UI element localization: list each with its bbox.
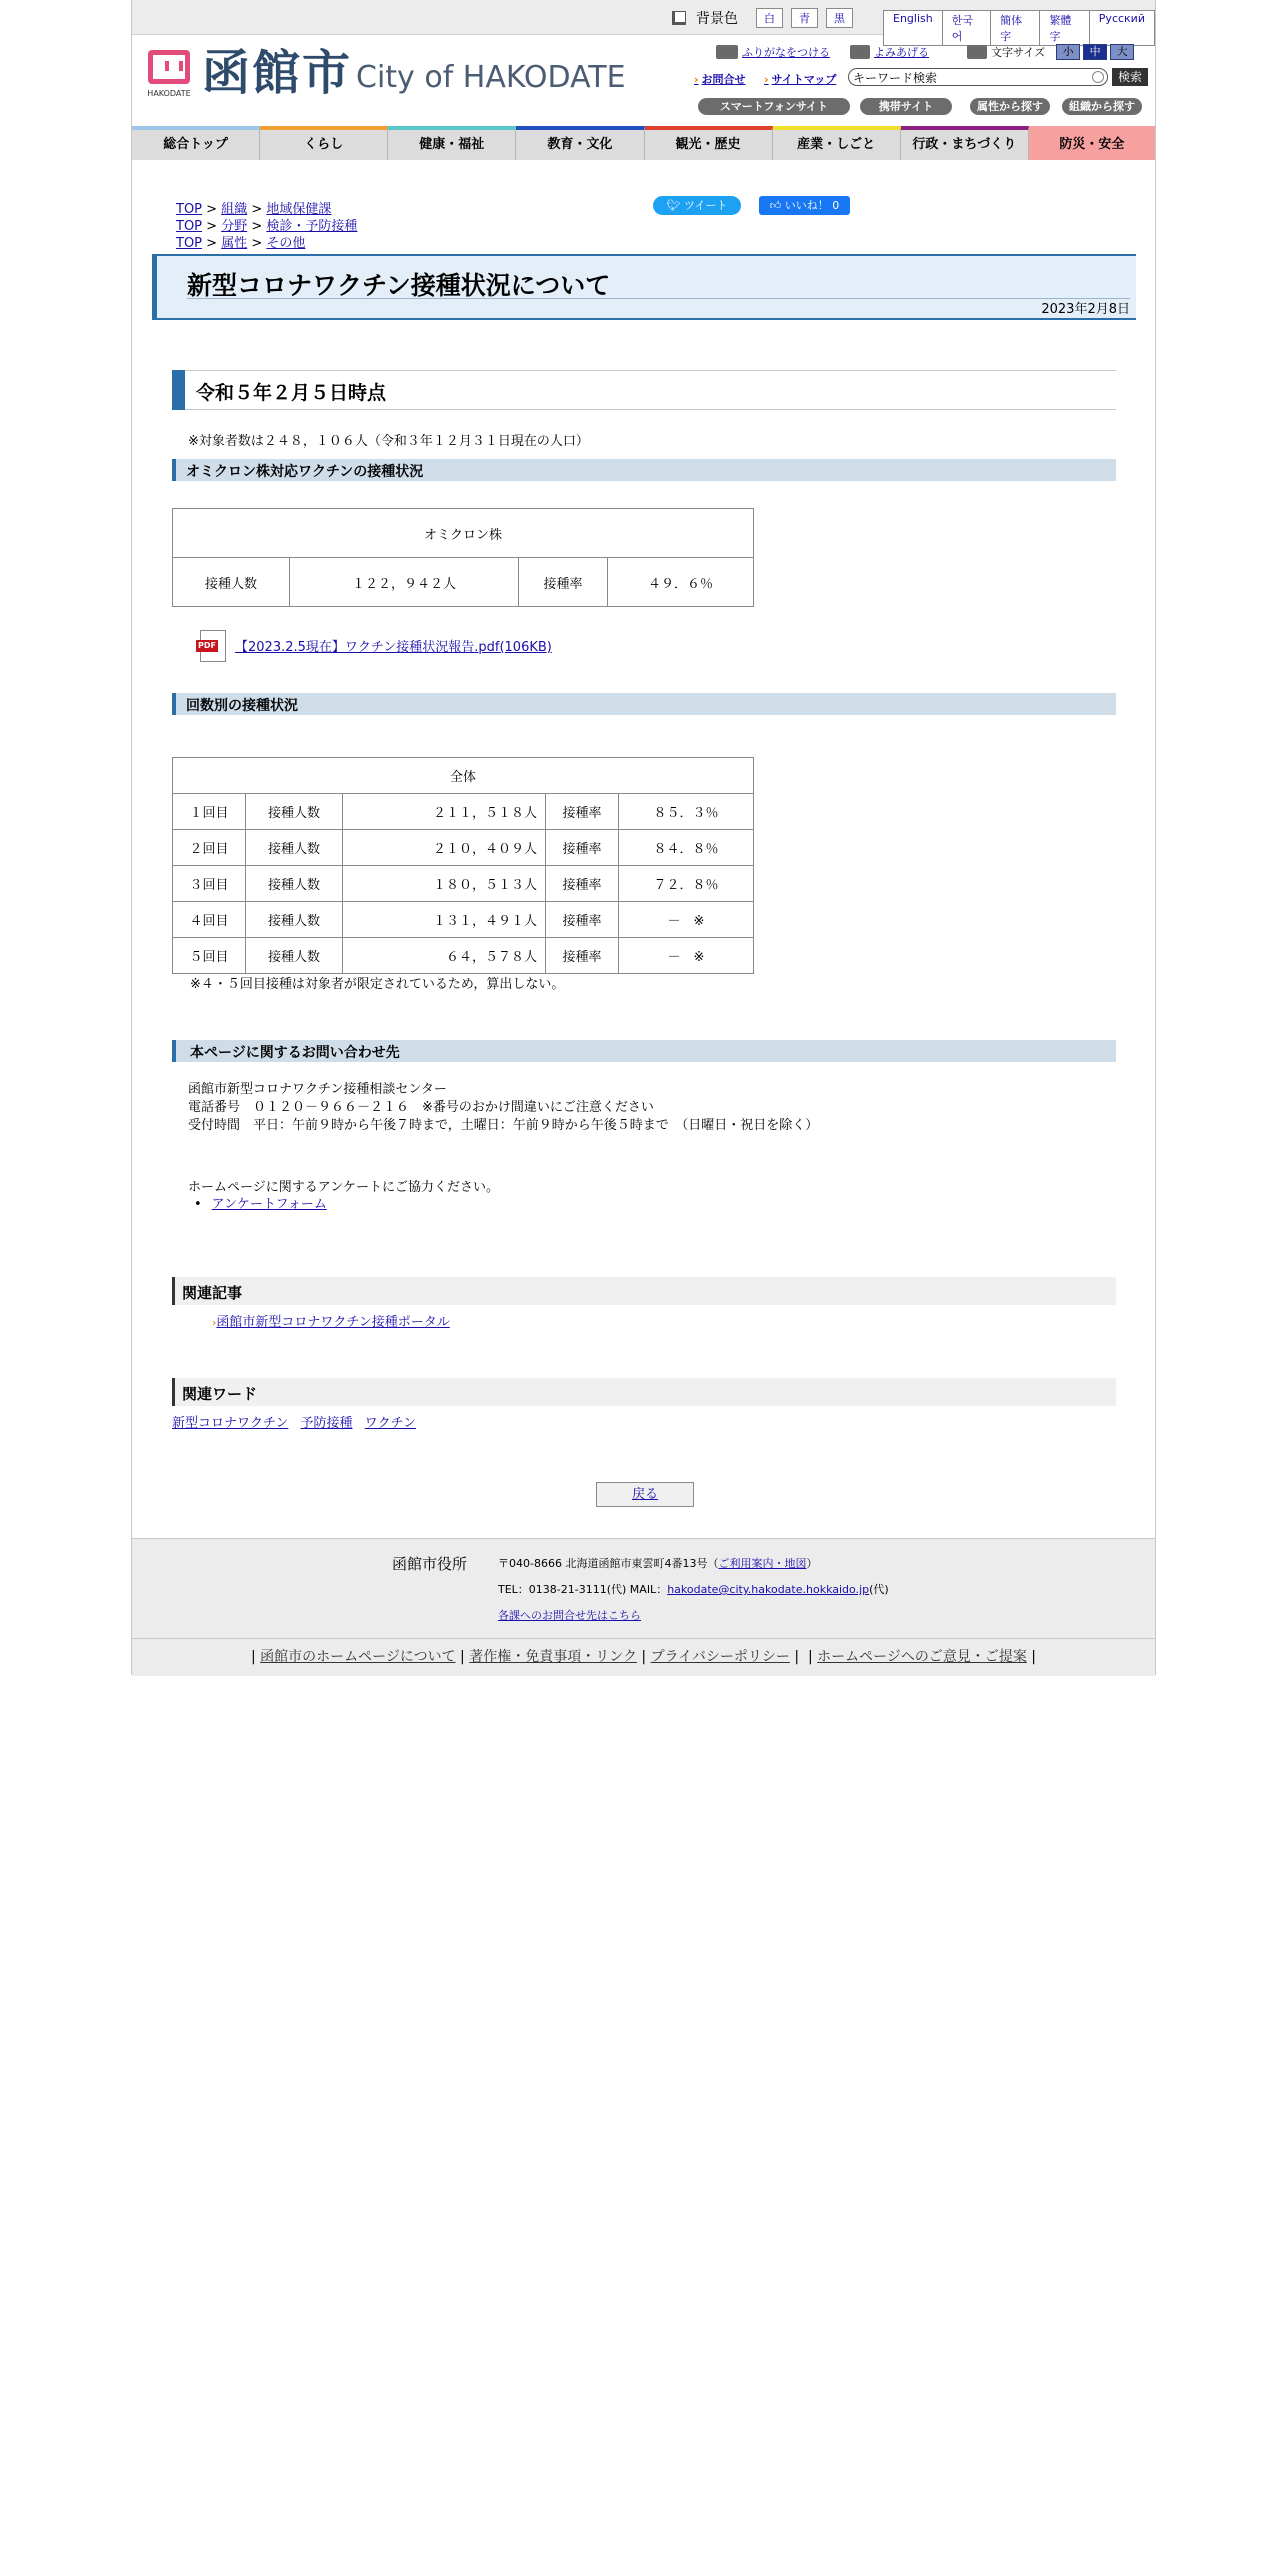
- top-bar: [132, 0, 1155, 43]
- readaloud-link[interactable]: [850, 44, 929, 60]
- twitter-bird-icon: 🐦︎: [666, 199, 684, 212]
- inquiry-center-name: 函館市新型コロナワクチン接種相談センター: [188, 1082, 447, 1097]
- footer-about-link[interactable]: 函館市のホームページについて: [260, 1649, 456, 1665]
- breadcrumb-top-link[interactable]: TOP: [176, 219, 203, 234]
- related-articles-heading: [172, 1277, 1116, 1305]
- nav-administration[interactable]: 行政・まちづくり: [901, 126, 1029, 160]
- dose-rate-value: ８５．３％: [619, 794, 754, 830]
- inquiry-heading-text: 本ページに関するお問い合わせ先: [190, 1045, 400, 1061]
- dose-count-value: １３１，４９１人: [343, 902, 546, 938]
- doses-table-header: 全体: [173, 758, 754, 794]
- footer-address: [498, 1555, 817, 1571]
- search-input[interactable]: [848, 68, 1108, 86]
- omicron-rate-value: ４９．６％: [608, 558, 754, 607]
- thumbs-up-icon: 👍︎: [769, 199, 785, 212]
- omicron-heading: [172, 459, 1116, 481]
- dose-number: ２回目: [173, 830, 246, 866]
- font-size-small-button[interactable]: 小: [1056, 44, 1080, 60]
- dose-count-label: 接種人数: [246, 794, 343, 830]
- nav-health-welfare[interactable]: 健康・福祉: [388, 126, 516, 160]
- survey-form-link[interactable]: アンケートフォーム: [211, 1197, 327, 1212]
- background-color-icon: [672, 11, 686, 25]
- omicron-rate-label: 接種率: [519, 558, 608, 607]
- font-size-medium-button[interactable]: 中: [1083, 44, 1107, 60]
- like-label: いいね！ 0: [784, 199, 840, 212]
- keyword-list: [172, 1412, 416, 1431]
- furigana-icon: [716, 45, 738, 59]
- table-row: [173, 938, 754, 974]
- dose-rate-label: 接種率: [546, 866, 619, 902]
- table-row: [173, 866, 754, 902]
- smartphone-site-link[interactable]: スマートフォンサイト: [698, 98, 850, 115]
- dose-rate-label: 接種率: [546, 830, 619, 866]
- dose-rate-label: 接種率: [546, 938, 619, 974]
- search-button[interactable]: 検索: [1112, 68, 1148, 86]
- related-articles-heading-text: 関連記事: [182, 1284, 243, 1302]
- related-article-link[interactable]: 函館市新型コロナワクチン接種ポータル: [216, 1315, 450, 1330]
- dose-count-label: 接種人数: [246, 830, 343, 866]
- dose-count-value: ２１０，４０９人: [343, 830, 546, 866]
- breadcrumb: TOP > 属性 > その他: [176, 236, 306, 251]
- footer-feedback-link[interactable]: ホームページへのご意見・ご提案: [817, 1649, 1027, 1665]
- dose-count-value: ６４，５７８人: [343, 938, 546, 974]
- footer-contact: [498, 1581, 889, 1597]
- font-size-icon: [967, 45, 987, 59]
- page-title-box: [152, 254, 1136, 320]
- search-by-attribute-button[interactable]: 属性から探す: [970, 98, 1050, 115]
- font-size-label: 文字サイズ: [991, 46, 1046, 59]
- dose-count-value: ２１１，５１８人: [343, 794, 546, 830]
- table-row: [173, 794, 754, 830]
- furigana-link[interactable]: [716, 44, 830, 60]
- dose-rate-value: ７２．８％: [619, 866, 754, 902]
- keyword-link[interactable]: 新型コロナワクチン: [172, 1416, 289, 1431]
- table-row: [173, 558, 754, 607]
- speaker-icon: [850, 45, 870, 59]
- dose-number: ５回目: [173, 938, 246, 974]
- footer-privacy-link[interactable]: プライバシーポリシー: [650, 1649, 790, 1665]
- breadcrumb-link[interactable]: 検診・予防接種: [266, 219, 358, 234]
- nav-disaster-safety[interactable]: 防災・安全: [1029, 126, 1155, 160]
- search-by-organization-button[interactable]: 組織から探す: [1062, 98, 1142, 115]
- bg-blue-button[interactable]: 青: [791, 8, 818, 28]
- footer-mail-link[interactable]: hakodate@city.hakodate.hokkaido.jp: [667, 1583, 870, 1596]
- dose-number: ３回目: [173, 866, 246, 902]
- nav-top[interactable]: 総合トップ: [132, 126, 260, 160]
- inquiry-phone: 電話番号 ０１２０－９６６－２１６ ※番号のおかけ間違いにご注意ください: [188, 1100, 654, 1115]
- logo-kanji: 函館市: [202, 45, 353, 101]
- survey-list-item: • アンケートフォーム: [194, 1197, 327, 1212]
- page-title: 新型コロナワクチン接種状況について: [187, 271, 611, 300]
- title-divider: [187, 298, 1130, 299]
- table-row: [173, 830, 754, 866]
- survey-text: ホームページに関するアンケートにご協力ください。: [188, 1180, 499, 1195]
- footer-map-link[interactable]: ご利用案内・地図: [718, 1557, 807, 1570]
- omicron-table-header: オミクロン株: [173, 509, 754, 558]
- keyword-link[interactable]: 予防接種: [300, 1416, 353, 1431]
- section-heading: [172, 370, 1116, 410]
- mobile-site-link[interactable]: 携帯サイト: [860, 98, 952, 115]
- dose-count-label: 接種人数: [246, 902, 343, 938]
- back-button[interactable]: [596, 1482, 694, 1507]
- pdf-report-link[interactable]: 【2023.2.5現在】ワクチン接種状況報告.pdf(106KB): [235, 640, 552, 655]
- dose-rate-value: － ※: [619, 938, 754, 974]
- doses-table: [172, 757, 754, 974]
- breadcrumb: TOP > 組織 > 地域保健課: [176, 202, 332, 217]
- background-color-selector: [672, 8, 853, 28]
- keyword-link[interactable]: ワクチン: [364, 1416, 417, 1431]
- tweet-label: ツイート: [684, 199, 728, 212]
- nav-industry-work[interactable]: 産業・しごと: [773, 126, 901, 160]
- footer-address-text: 〒040-8666 北海道函館市東雲町4番13号（: [498, 1557, 719, 1570]
- pdf-icon: PDF: [196, 630, 226, 662]
- font-size-large-button[interactable]: 大: [1110, 44, 1134, 60]
- breadcrumb-link[interactable]: 地域保健課: [266, 202, 332, 217]
- breadcrumb-link[interactable]: 属性: [221, 236, 248, 251]
- doses-note: ※４・５回目接種は対象者が限定されているため，算出しない。: [190, 977, 565, 992]
- readaloud-text[interactable]: よみあげる: [874, 46, 929, 59]
- section-heading-text: 令和５年２月５日時点: [196, 382, 387, 404]
- footer-mail-end: (代): [869, 1583, 889, 1596]
- global-nav: [132, 126, 1155, 160]
- related-keywords-heading-text: 関連ワード: [182, 1385, 258, 1403]
- dose-count-label: 接種人数: [246, 866, 343, 902]
- contact-link[interactable]: › お問合せ: [694, 71, 746, 87]
- dose-number: １回目: [173, 794, 246, 830]
- nav-education-culture[interactable]: 教育・文化: [516, 126, 644, 160]
- omicron-count-label: 接種人数: [173, 558, 290, 607]
- breadcrumb: TOP > 分野 > 検診・予防接種: [176, 219, 358, 234]
- site-logo[interactable]: [146, 45, 626, 101]
- language-selector: [884, 10, 1155, 46]
- logo-caption: HAKODATE: [147, 89, 191, 98]
- page-container: [131, 0, 1156, 1675]
- dose-rate-value: － ※: [619, 902, 754, 938]
- dose-rate-label: 接種率: [546, 794, 619, 830]
- nav-tourism-history[interactable]: 観光・歴史: [645, 126, 773, 160]
- omicron-table: [172, 508, 754, 607]
- table-row: [173, 902, 754, 938]
- publish-date: 2023年2月8日: [1041, 302, 1130, 317]
- tweet-button[interactable]: [653, 196, 741, 215]
- breadcrumb-link[interactable]: その他: [266, 236, 306, 251]
- logo-english: City of HAKODATE: [356, 60, 626, 95]
- breadcrumb-top-link[interactable]: TOP: [176, 236, 203, 251]
- lang-russian-link[interactable]: Русский: [1089, 10, 1155, 46]
- inquiry-hours: 受付時間 平日：午前９時から午後７時まで，土曜日：午前９時から午後５時まで （日曜日・祝日を除く）: [188, 1118, 819, 1133]
- breadcrumb-top-link[interactable]: TOP: [176, 202, 203, 217]
- omicron-heading-text: オミクロン株対応ワクチンの接種状況: [186, 464, 424, 480]
- footer-tel: TEL：0138-21-3111(代) MAIL：: [498, 1583, 668, 1596]
- dose-number: ４回目: [173, 902, 246, 938]
- lang-simplified-chinese-link[interactable]: 簡体字: [990, 10, 1040, 46]
- back-link[interactable]: 戻る: [631, 1487, 658, 1502]
- doses-heading-text: 回数別の接種状況: [186, 698, 298, 714]
- footer-address-end: ）: [806, 1557, 818, 1570]
- breadcrumb-link[interactable]: 分野: [221, 219, 248, 234]
- facebook-like-button[interactable]: [759, 196, 850, 215]
- doses-heading: [172, 693, 1116, 715]
- dose-rate-label: 接種率: [546, 902, 619, 938]
- sitemap-link[interactable]: › サイトマップ: [764, 71, 836, 87]
- bg-white-button[interactable]: 白: [756, 8, 783, 28]
- dose-count-value: １８０，５１３人: [343, 866, 546, 902]
- omicron-count-value: １２２，９４２人: [290, 558, 519, 607]
- lang-traditional-chinese-link[interactable]: 繁體字: [1039, 10, 1089, 46]
- footer-dept-contacts-link[interactable]: 各課へのお問合せ先はこちら: [498, 1609, 641, 1622]
- related-article-item: ›函館市新型コロナワクチン接種ポータル: [212, 1315, 450, 1330]
- lang-korean-link[interactable]: 한국어: [942, 10, 991, 46]
- target-population-note: ※対象者数は２４８，１０６人（令和３年１２月３１日現在の人口）: [188, 434, 589, 449]
- search-icon: [1092, 71, 1104, 83]
- furigana-text[interactable]: ふりがなをつける: [742, 46, 830, 59]
- dose-rate-value: ８４．８％: [619, 830, 754, 866]
- breadcrumb-link[interactable]: 組織: [221, 202, 248, 217]
- city-emblem-icon: [146, 48, 192, 98]
- related-keywords-heading: [172, 1378, 1116, 1406]
- dose-count-label: 接種人数: [246, 938, 343, 974]
- font-size-selector: [967, 44, 1134, 60]
- background-color-label: 背景色: [696, 11, 738, 27]
- bg-black-button[interactable]: 黒: [826, 8, 853, 28]
- footer-copyright-link[interactable]: 著作権・免責事項・リンク: [469, 1649, 637, 1665]
- footer-org-name: 函館市役所: [392, 1555, 468, 1573]
- inquiry-heading: [172, 1040, 1116, 1062]
- search-placeholder: キーワード検索: [853, 71, 938, 85]
- footer-links: | 函館市のホームページについて | 著作権・免責事項・リンク | プライバシーポリシー | | ホームページへのご意見・ご提案 |: [132, 1638, 1155, 1676]
- nav-living[interactable]: くらし: [260, 126, 388, 160]
- lang-english-link[interactable]: English: [883, 10, 943, 46]
- footer: [132, 1538, 1155, 1639]
